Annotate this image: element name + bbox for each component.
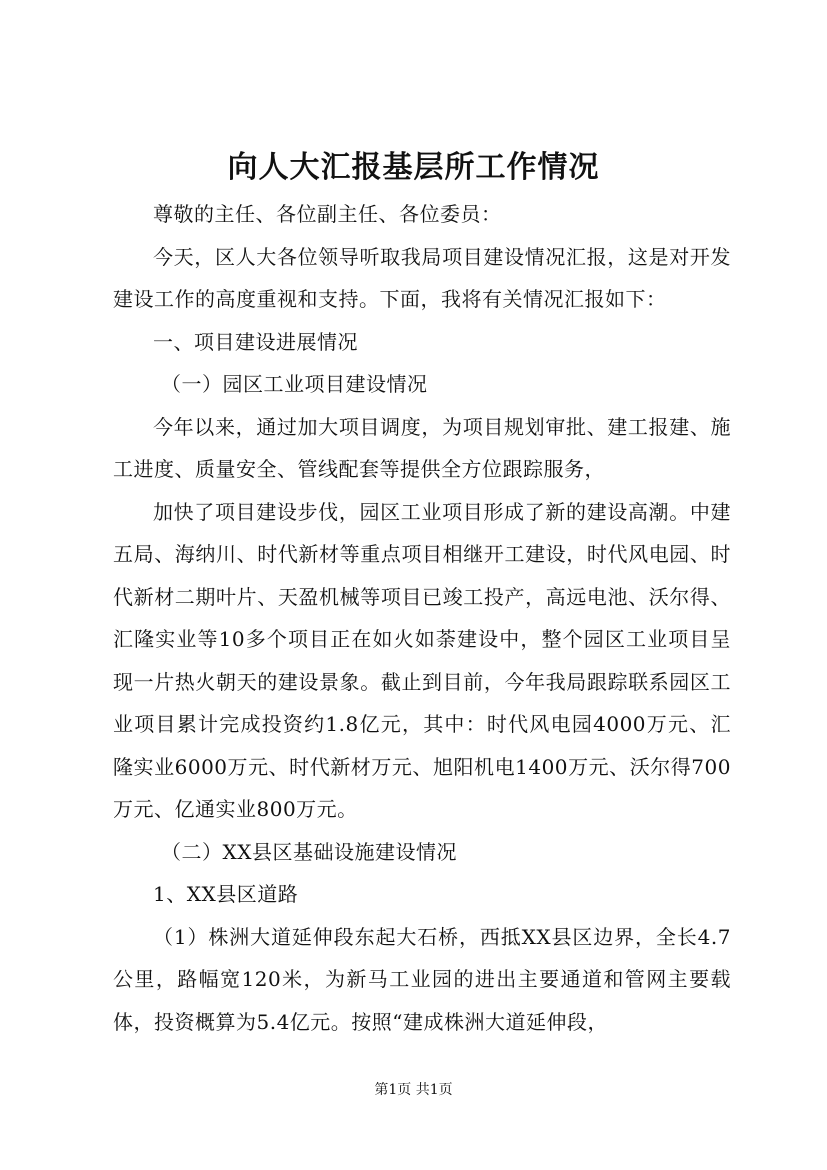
subsection-heading: （一）园区工业项目建设情况 bbox=[161, 372, 428, 396]
item-heading: 1、XX县区道路 bbox=[153, 882, 299, 906]
body-paragraph: 今年以来，通过加大项目调度，为项目规划审批、建工报建、施工进度、质量安全、管线配套等提供全方位跟踪服务， bbox=[113, 414, 731, 481]
subsection-heading: （二）XX县区基础设施建设情况 bbox=[161, 839, 457, 864]
body-paragraph: 加快了项目建设步伐，园区工业项目形成了新的建设高潮。中建五局、海纳川、时代新材等重点项目相继开工建设，时代风电园、时代新材二期叶片、天盈机械等项目已竣工投产，高远电池、沃尔得、汇隆实业等10多个项目正在如火如荼建设中，整个园区工业项目呈现一片热火朝天的建设景象。截止到目前，今年我局跟踪联系园区工业项目累计完成投资约1.8亿元，其中：时代风电园4000万元、汇隆实业6000万元、时代新材万元、旭阳机电1400万元、沃尔得700万元、亿通实业800万元。 bbox=[113, 499, 731, 821]
section-heading: 一、项目建设进展情况 bbox=[153, 329, 358, 354]
document-title: 向人大汇报基层所工作情况 bbox=[227, 150, 600, 185]
document-body bbox=[113, 193, 731, 1043]
page-footer: 第1页 共1页 bbox=[374, 1082, 453, 1098]
salutation-paragraph: 尊敬的主任、各位副主任、各位委员： bbox=[153, 202, 502, 226]
body-paragraph: （1）株洲大道延伸段东起大石桥，西抵XX县区边界，全长4.7公里，路幅宽120米，为新马工业园的进出主要通道和管网主要载体，投资概算为5.4亿元。按照“建成株洲大道延伸段， bbox=[113, 924, 731, 1034]
intro-paragraph: 今天，区人大各位领导听取我局项目建设情况汇报，这是对开发建设工作的高度重视和支持。下面，我将有关情况汇报如下： bbox=[113, 244, 731, 311]
